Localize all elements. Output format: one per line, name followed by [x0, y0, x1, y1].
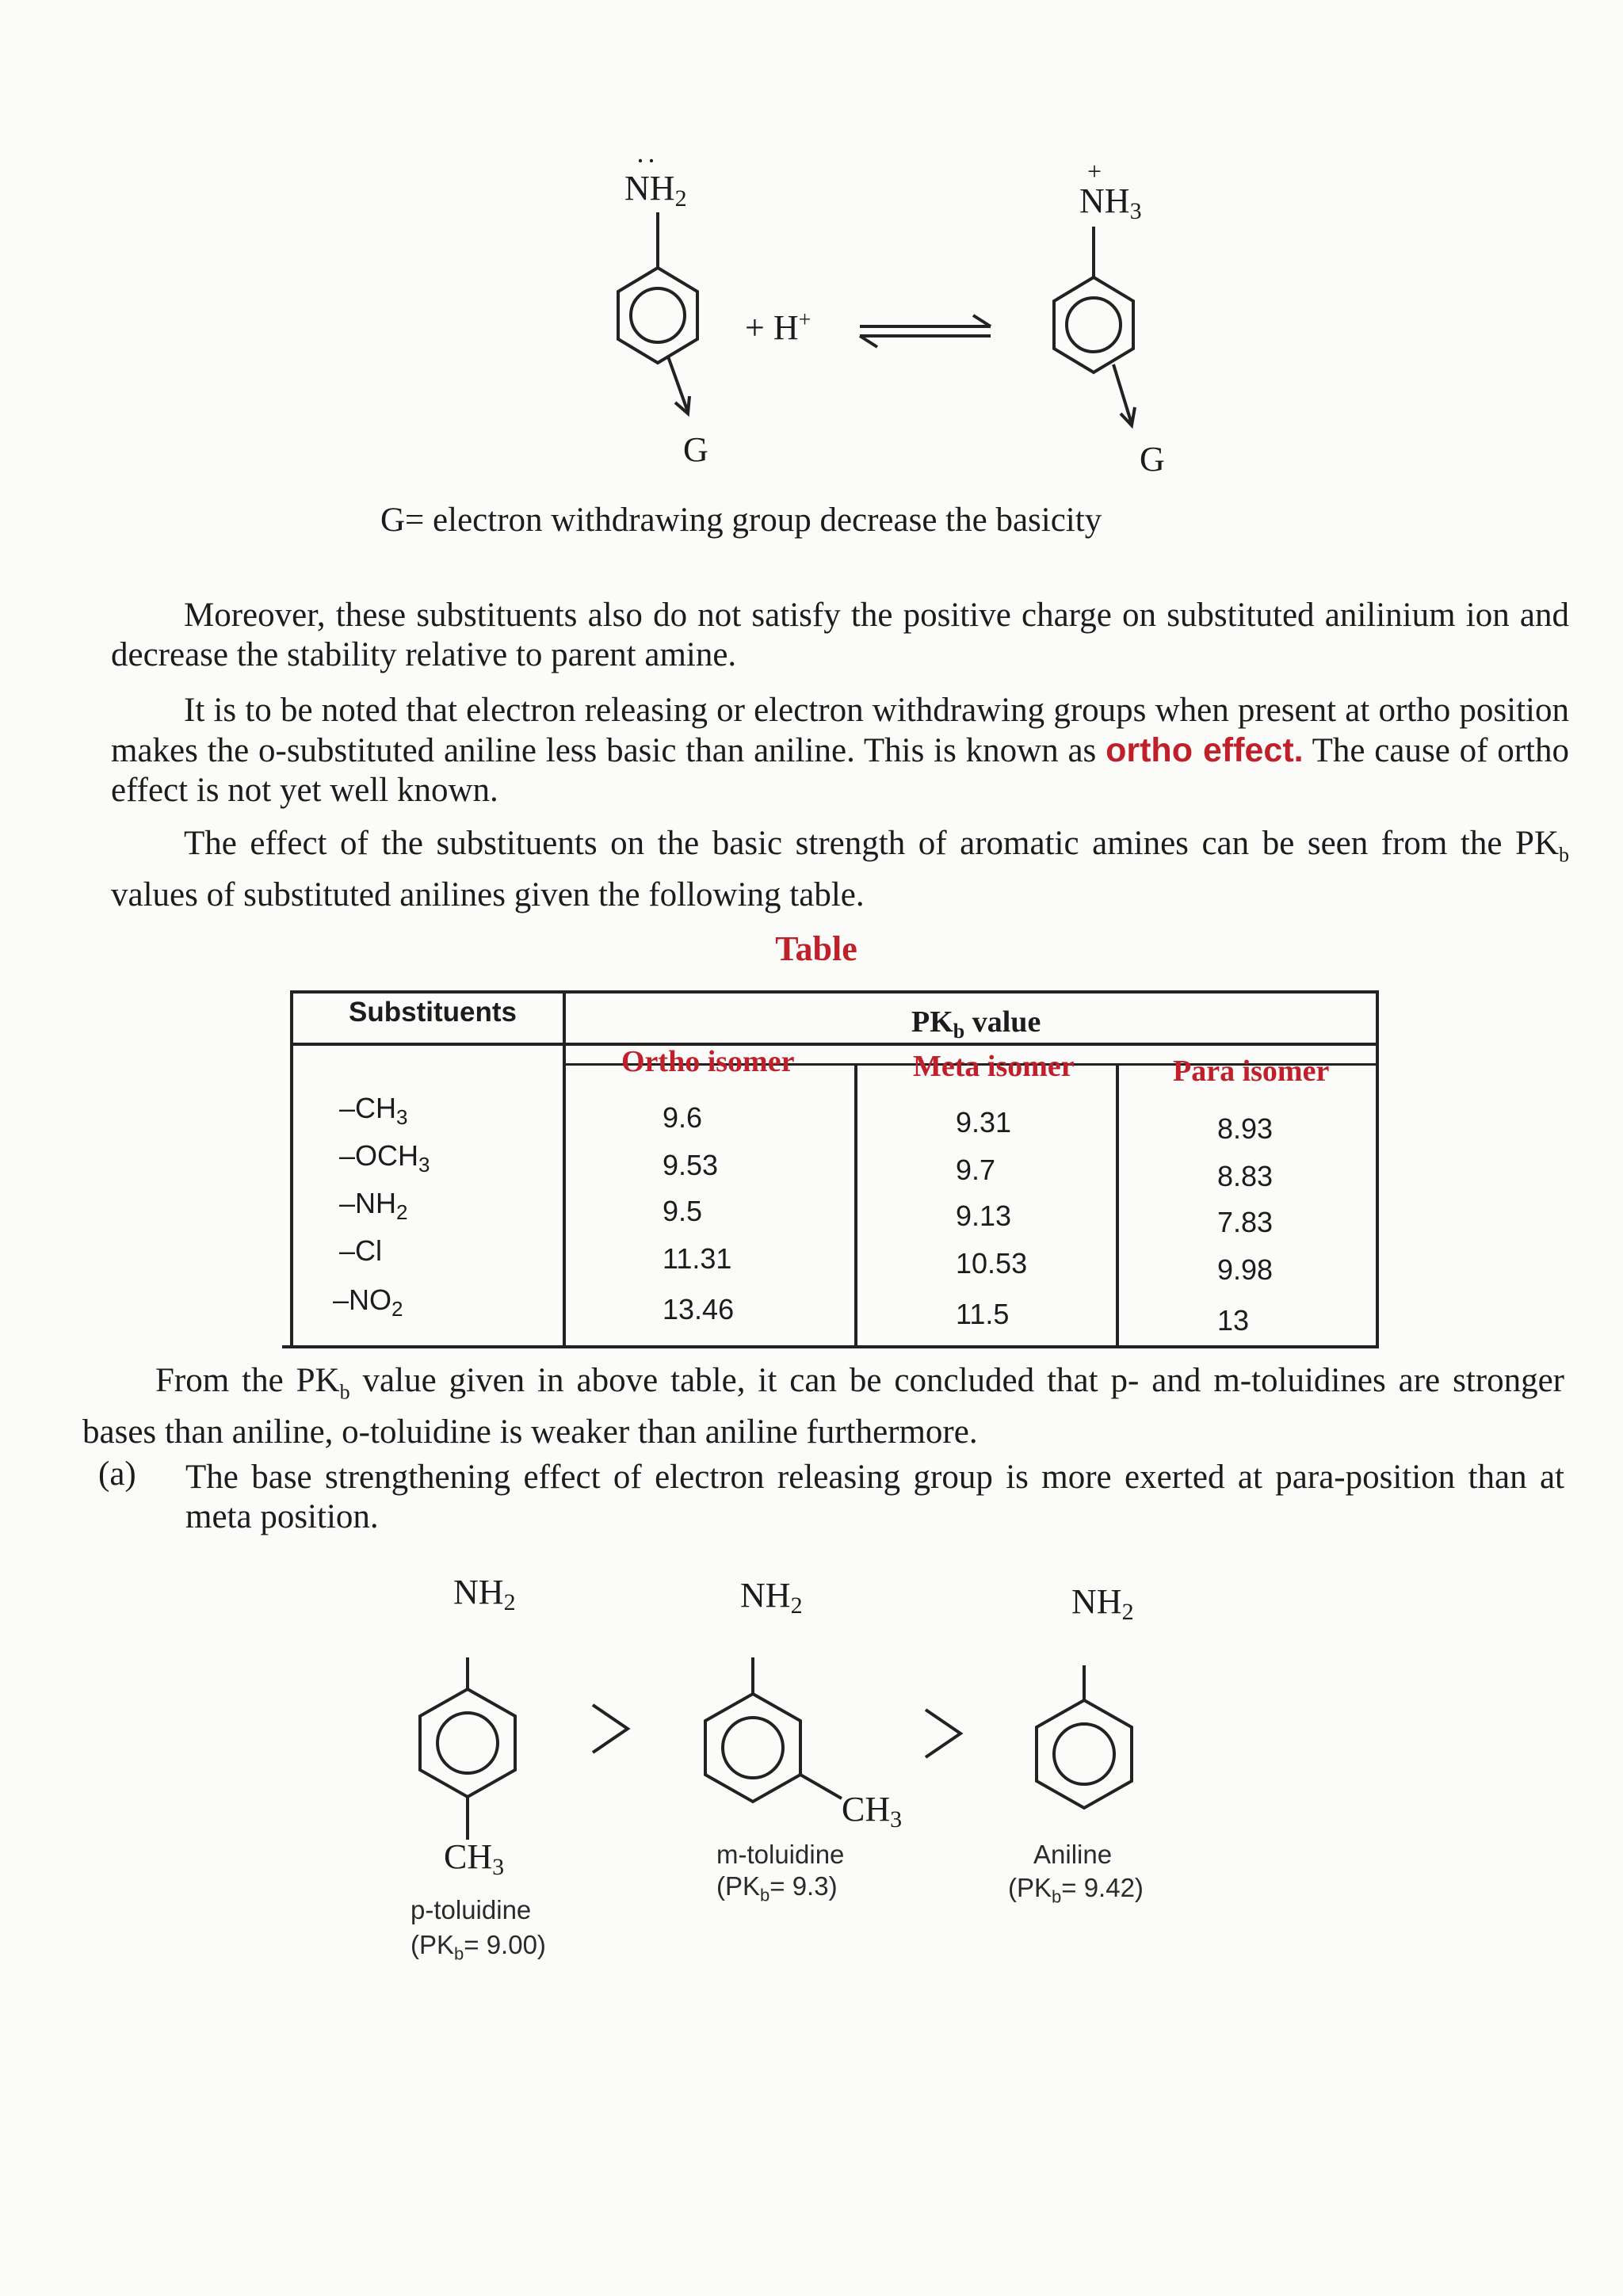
benzene-ring-left: [618, 212, 697, 414]
m-toluidine-pkb: $(PK_b= 9.3)$: [716, 1871, 838, 1905]
paragraph-2: It is to be noted that electron releasing or electron withdrawing groups when present at ortho position makes the o-substituted aniline less basic than aniline. This is known as ortho effect. The cause of ortho effect is not yet well known.: [111, 692, 1569, 809]
paragraph-3: The effect of the substituents on the basic strength of aromatic amines can be seen from the $PK_b$ values of substituted anilines given the following table.: [111, 825, 1569, 913]
nh2-label-left: $NH_2$: [624, 169, 687, 212]
group-g-right: G: [1140, 440, 1165, 479]
aniline-nh2: $NH_2$: [1071, 1582, 1134, 1625]
table-row-2-substituent: $-OCH_3$: [339, 1139, 430, 1177]
paragraph-1: Moreover, these substituents also do not satisfy the positive charge on substituted anilinium ion and decrease the stability relative to parent amine.: [111, 597, 1569, 673]
header-para-isomer: Para isomer: [1173, 1055, 1330, 1088]
reaction-scheme-svg: [0, 0, 1623, 555]
m-toluidine-name: m-toluidine: [716, 1840, 845, 1869]
m-toluidine-nh2: $NH_2$: [740, 1576, 803, 1619]
table-row-3-ortho: 9.5: [663, 1195, 703, 1227]
table-row-5-para: 13: [1217, 1304, 1250, 1337]
point-a-marker: (a): [98, 1455, 136, 1493]
table-title: Table: [775, 929, 857, 968]
table-row-2-meta: 9.7: [956, 1154, 996, 1186]
m-toluidine-ch3: $CH_3$: [842, 1790, 903, 1833]
table-row-1-substituent: $-CH_3$: [339, 1092, 408, 1129]
table-row-4-ortho: 11.31: [663, 1242, 732, 1275]
group-g-left: G: [683, 430, 708, 469]
benzene-ring-m-toluidine: [705, 1657, 842, 1802]
table-row-2-ortho: 9.53: [663, 1149, 719, 1181]
benzene-ring-aniline: [1037, 1665, 1132, 1808]
p-toluidine-ch3: $CH_3$: [444, 1837, 505, 1880]
table-row-1-meta: 9.31: [956, 1106, 1012, 1138]
charge-plus-right: +: [1087, 157, 1102, 185]
table-row-3-substituent: $-NH_2$: [339, 1187, 408, 1224]
table-row-5-meta: 11.5: [956, 1298, 1010, 1330]
aniline-name: Aniline: [1033, 1840, 1113, 1869]
header-meta-isomer: Meta isomer: [913, 1050, 1075, 1083]
table-row-2-para: 8.83: [1217, 1160, 1274, 1192]
plus-h-ion: + H+: [745, 307, 812, 347]
table-row-1-ortho: 9.6: [663, 1101, 703, 1134]
table-row-4-meta: 10.53: [956, 1247, 1028, 1280]
nh3-label-right: $NH_3$: [1079, 181, 1142, 224]
p-toluidine-name: p-toluidine: [411, 1895, 532, 1924]
table-row-3-para: 7.83: [1217, 1206, 1274, 1238]
point-a-text: The base strengthening effect of electron releasing group is more exerted at para-position than at meta position.: [185, 1459, 1564, 1535]
benzene-ring-p-toluidine: [420, 1657, 515, 1840]
header-pkb-value: $PK_b$ value: [911, 1005, 1041, 1043]
p-toluidine-pkb: $(PK_b= 9.00)$: [411, 1930, 546, 1964]
aniline-pkb: $(PK_b= 9.42)$: [1008, 1873, 1144, 1907]
table-row-4-substituent: –Cl: [339, 1234, 383, 1267]
table-row-3-meta: 9.13: [956, 1199, 1012, 1232]
header-substituents: Substituents: [349, 997, 517, 1028]
reaction-caption: G= electron withdrawing group decrease the basicity: [380, 502, 1102, 539]
conclusion-paragraph: From the $PK_b$ value given in above table, it can be concluded that p- and m-toluidines are stronger bases than aniline, o-toluidine is weaker than aniline furthermore.: [82, 1362, 1564, 1451]
table-row-1-para: 8.93: [1217, 1112, 1274, 1145]
header-ortho-isomer: Ortho isomer: [621, 1045, 795, 1078]
greater-than-1: [593, 1705, 628, 1753]
greater-than-2: [926, 1710, 960, 1757]
table-row-4-para: 9.98: [1217, 1253, 1274, 1286]
benzene-ring-right: [1054, 227, 1135, 425]
p-toluidine-nh2: $NH_2$: [453, 1573, 516, 1615]
lone-pair-dots: ··: [636, 145, 658, 177]
ortho-effect-term: ortho effect.: [1106, 731, 1304, 769]
table-row-5-substituent: $-NO_2$: [333, 1283, 403, 1321]
table-row-5-ortho: 13.46: [663, 1293, 735, 1325]
equilibrium-arrow: [860, 315, 991, 347]
